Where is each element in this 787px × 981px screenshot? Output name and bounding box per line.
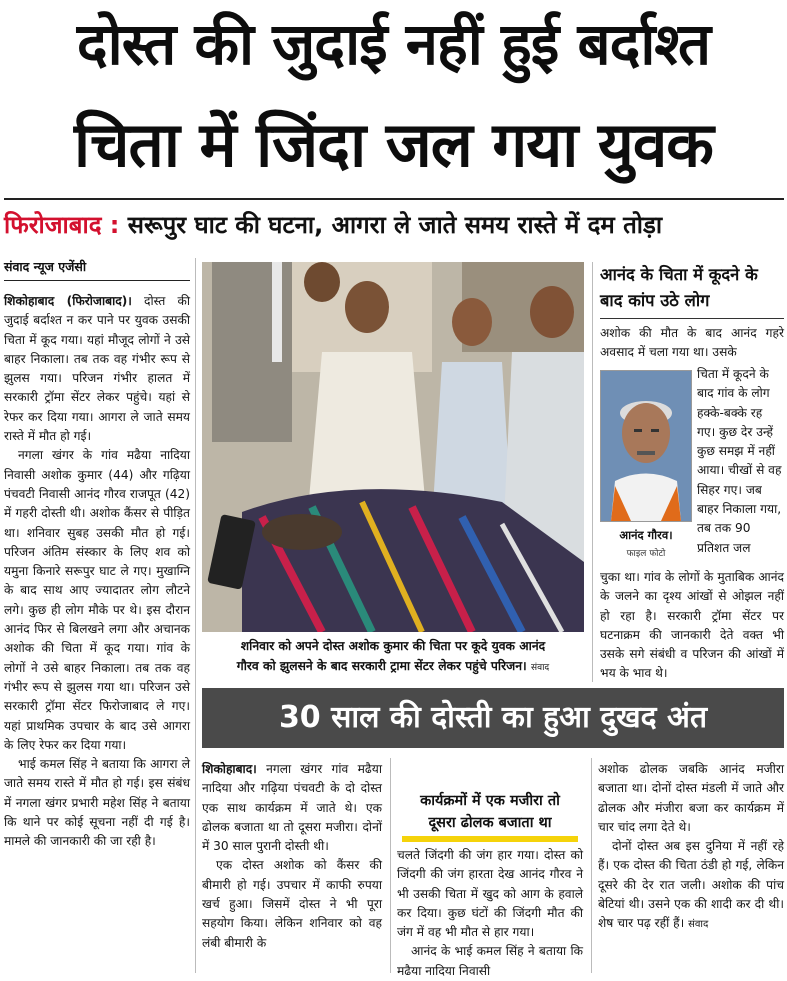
box-heading bbox=[397, 790, 583, 834]
headline-line-1: दोस्त की जुदाई नहीं हुई बर्दाश्त bbox=[76, 10, 711, 78]
col1-para-1: दोस्त की जुदाई बर्दाश्त न कर पाने पर युवक उसकी चिता में कूद गया। यहां मौजूद लोगों ने उसे बाहर निकाला। तब तक वह गंभीर रूप से झुलस गया। परिजन गंभीर हालत में सरकारी ट्रॉमा सेंटर लेकर पहुंचे। यहां से रेफर कर दिया गया। आगरा ले जाते समय रास्ते में मौत हो गई। bbox=[4, 294, 190, 444]
col4-para-1: अशोक ढोलक जबकि आनंद मजीरा बजाता था। दोनों दोस्त मंडली में जाते और ढोलक और मंजीरा बजा कर कार्यक्रम में चार चांद लगा देते थे। bbox=[598, 762, 784, 834]
article-column-2 bbox=[202, 760, 382, 953]
article-column-4 bbox=[598, 760, 784, 935]
column-divider-3 bbox=[591, 758, 592, 973]
col2-para-2: एक दोस्त अशोक को कैंसर की बीमारी हो गई। उपचार में काफी रुपया खर्च हुआ। जिसमें दोस्त ने भी पूरा सहयोग किया। लेकिन शनिवार को वह लंबी बीमारी के bbox=[202, 858, 382, 950]
col3-para-2: आनंद के भाई कमल सिंह ने बताया कि मढैया नादिया निवासी bbox=[397, 944, 583, 978]
caption-line-1: शनिवार को अपने दोस्त अशोक कुमार की चिता पर कूदे युवक आनंद bbox=[240, 639, 546, 653]
col2-dateline: शिकोहाबाद। bbox=[202, 762, 257, 776]
col2-para-1: नगला खंगर गांव मढैया नादिया और गढ़िया पंचवटी के दो दोस्त एक साथ कार्यक्रम में जाते थे। एक ढोलक बजाता था तो दूसरा मजीरा। दोनों में 30 साल पुरानी दोस्ती थी। bbox=[202, 762, 383, 854]
sidebar-rule bbox=[600, 318, 784, 319]
sidebar-rest: चुका था। गांव के लोगों के मुताबिक आनंद के जलने का दृश्य आंखों से ओझल नहीं हो रहा है। सरकारी ट्रॉमा सेंटर पर घटनाक्रम की जानकारी देते वक्त भी उसके सगे संबंधी व परिजन की आंखों में भय के भाव थे। bbox=[600, 570, 784, 681]
sidebar-intro: अशोक की मौत के बाद आनंद गहरे अवसाद में चला गया था। उसके bbox=[600, 326, 784, 360]
kicker-desc: सरूपुर घाट की घटना, आगरा ले जाते समय रास्ते में दम तोड़ा bbox=[127, 211, 663, 239]
col3-para-1: चलते जिंदगी की जंग हार गया। दोस्त को जिंदगी की जंग हारता देख आनंद गौरव ने भी उसकी चिता में खुद को आग के हवाले कर दिया। कुछ घंटों की जिंदगी मौत की जंग में वह भी मौत से हार गया। bbox=[397, 848, 583, 940]
article-column-3 bbox=[397, 846, 583, 981]
col4-credit: संवाद bbox=[688, 919, 709, 931]
col4-para-2: दोनों दोस्त अब इस दुनिया में नहीं रहे हैं। एक दोस्त की चिता ठंडी हो गई, लेकिन दूसरे की देर रात जली। अशोक की पांच बेटियां थी। उसने एक की शादी कर दी थी। शेष चार पढ़ रहीं हैं। bbox=[598, 839, 784, 931]
caption-credit: संवाद bbox=[531, 663, 550, 673]
headline-line-2: चिता में जिंदा जल गया युवक bbox=[74, 108, 713, 181]
col1-para-3: भाई कमल सिंह ने बताया कि आगरा ले जाते समय रास्ते में मौत हो गई। इस संबंध में नगला खंगर प्रभारी महेश सिंह ने बताया कि थाने पर कोई सूचना नहीं दी गई है। मामले की जानकारी की जा रही है। bbox=[4, 757, 190, 849]
sidebar-heading: आनंद के चिता में कूदने के बाद कांप उठे लोग bbox=[600, 265, 758, 310]
portrait-illustration bbox=[601, 371, 691, 521]
headline-divider bbox=[4, 198, 784, 200]
sidebar-divider bbox=[592, 262, 593, 682]
caption-line-2: गौरव को झुलसने के बाद सरकारी ट्रामा सेंटर लेकर पहुंचे परिजन। bbox=[236, 659, 527, 673]
col1-para-2: नगला खंगर के गांव मढैया नादिया निवासी अशोक कुमार (44) और गढ़िया पंचवटी निवासी आनंद गौरव राजपूत (42) में गहरी दोस्ती थी। अशोक कैंसर से पीड़ित था। शनिवार सुबह उसकी मौत हो गई। परिजन अंतिम संस्कार के लिए शव को यमुना किनारे सरूपुर घाट ले गए। मुखाग्नि के बाद साथ आए ज्यादातर लोग लौटने लगे। कुछ ही लोग मौके पर थे। इस दौरान आनंद फिर से बिलखने लगा और अचानक अशोक की चिता में कूद गया। गांव के लोगों ने उसे बाहर निकाला। तब तक वह गंभीर रूप से झुलस गया था। परिजन उसे सरकारी ट्रॉमा सेंटर फिरोजाबाद ले गए। यहां प्राथमिक उपचार के बाद उसे आगरा के लिए रेफर कर दिया गया। bbox=[4, 448, 190, 752]
box-heading-underline bbox=[402, 836, 578, 842]
portrait-photo bbox=[600, 370, 692, 522]
kicker-place: फिरोजाबाद : bbox=[4, 211, 120, 239]
box-heading-line-2: दूसरा ढोलक बजाता था bbox=[428, 815, 552, 831]
kicker bbox=[4, 208, 784, 241]
box-heading-line-1: कार्यक्रमों में एक मजीरा तो bbox=[420, 793, 560, 809]
news-photo bbox=[202, 262, 584, 632]
portrait-credit: फाइल फोटो bbox=[626, 549, 666, 559]
sidebar-wrap-text: चिता में कूदने के बाद गांव के लोग हक्के-बक्के रह गए। कुछ देर उन्हें कुछ समझ में नहीं आया। चीखों से वह सिहर गए। जब बाहर निकाला गया, तब तक 90 प्रतिशत जल bbox=[697, 367, 782, 555]
section-banner: 30 साल की दोस्ती का हुआ दुखद अंत bbox=[202, 688, 784, 748]
byline-rule bbox=[4, 280, 190, 281]
photo-caption bbox=[202, 636, 584, 678]
byline: संवाद न्यूज एजेंसी bbox=[4, 259, 87, 274]
photo-illustration bbox=[202, 262, 584, 632]
column-divider-2 bbox=[390, 758, 391, 973]
dateline: शिकोहाबाद (फिरोजाबाद)। bbox=[4, 294, 132, 308]
portrait-name: आनंद गौरव। bbox=[619, 528, 673, 542]
column-divider bbox=[195, 258, 196, 973]
article-column-1 bbox=[4, 292, 190, 852]
